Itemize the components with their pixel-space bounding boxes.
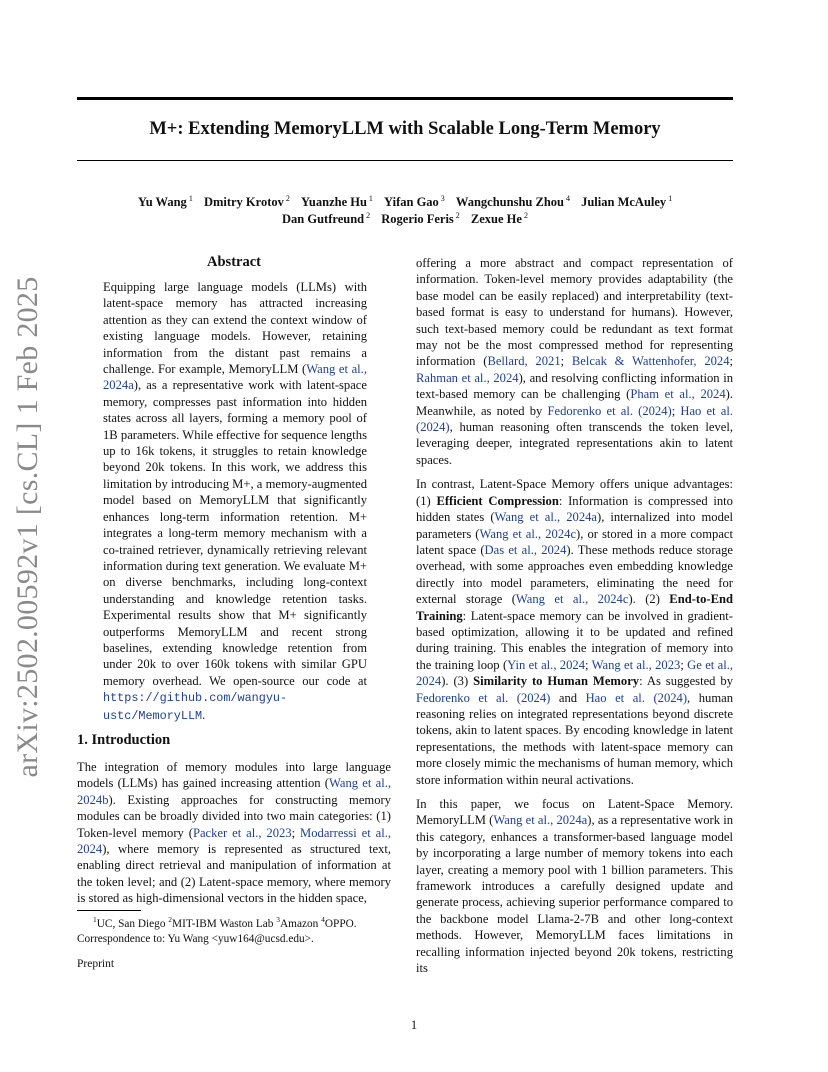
footnote: $^1$UC, San Diego $^2$MIT-IBM Waston Lab $^3$Amazon $^4$OPPO. Correspondence to: Yu Wang <yuw164@ucsd.edu>. — [77, 912, 397, 947]
abstract-heading: Abstract — [207, 254, 261, 270]
author: Yuanzhe Hu $^1$ — [301, 194, 373, 210]
paper-title: M+: Extending MemoryLLM with Scalable Long-Term Memory — [149, 119, 661, 139]
citation-link[interactable]: Fedorenko et al. (2024) — [547, 403, 672, 418]
citation-link[interactable]: Hao et al. (2024) — [585, 690, 688, 705]
author: Wangchunshu Zhou $^4$ — [455, 194, 570, 210]
author: Yifan Gao $^3$ — [384, 194, 445, 210]
right-column — [416, 255, 733, 984]
title-bottom-rule — [77, 160, 733, 161]
citation-link[interactable]: Packer et al., 2023 — [192, 825, 292, 840]
arxiv-watermark — [8, 276, 48, 778]
correspondence: Correspondence to: Yu Wang <yuw164@ucsd.edu>. — [77, 932, 314, 945]
citation-link[interactable]: Pham et al., 2024 — [630, 387, 726, 402]
citation-link[interactable]: Wang et al., 2024c — [515, 592, 629, 607]
paragraph: offering a more abstract and compact representation of information. Token-level memory provides adaptability (the base model can be easily replaced) and interpretability (text-based format is easy to understand for humans). However, such text-based memory could be redundant as text format may not be the most compressed method for representing information (Bellard, 2021; Belcak & Wattenhofer, 2024; Rahman et al., 2024), and resolving conflicting information in text-based memory can be challenging (Pham et al., 2024). Meanwhile, as noted by Fedorenko et al. (2024); Hao et al. (2024), human reasoning often transcends the token level, leveraging deeper, integrated representations akin to latent spaces. — [416, 256, 734, 467]
intro-paragraph: The integration of memory modules into large language models (LLMs) has gained increasing attention (Wang et al., 2024b). Existing approaches for constructing memory modules can be broadly divided into two main categories: (1) Token-level memory (Packer et al., 2023; Modarressi et al., 2024), where memory is represented as structured text, enabling direct retrieval and manipulation of information at the token level; and (2) Latent-space memory, where memory is stored as high-dimensional vectors in the hidden space, — [77, 760, 392, 906]
citation-link[interactable]: Ge et al., 2024 — [416, 657, 733, 689]
author: Dmitry Krotov $^2$ — [203, 194, 290, 210]
citation-link[interactable]: Modarressi et al., 2024 — [77, 825, 392, 857]
citation-link[interactable]: Das et al., 2024 — [484, 542, 567, 557]
footnote-rule — [77, 910, 141, 911]
author: Yu Wang $^1$ — [137, 194, 193, 210]
citation-link[interactable]: Yin et al., 2024 — [507, 657, 585, 672]
citation-link[interactable]: Wang et al., 2024a — [493, 813, 588, 828]
citation-link[interactable]: Hao et al. (2024) — [416, 403, 733, 435]
citation-link[interactable]: Wang et al., 2024c — [479, 526, 577, 541]
preprint-label: Preprint — [77, 958, 115, 970]
arxiv-id: arXiv:2502.00592v1 [cs.CL] 1 Feb 2025 — [11, 276, 44, 778]
citation-link[interactable]: Wang et al., 2024a — [103, 362, 367, 393]
author: Dan Gutfreund $^2$ — [282, 211, 371, 227]
citation-link[interactable]: Wang et al., 2024a — [494, 510, 597, 525]
author: Rogerio Feris $^2$ — [381, 211, 460, 227]
citation-link[interactable]: Rahman et al., 2024 — [416, 370, 519, 385]
author: Julian McAuley $^1$ — [581, 194, 673, 210]
citation-link[interactable]: Fedorenko et al. (2024) — [416, 690, 551, 705]
title-top-rule — [77, 97, 733, 100]
authors-line-2 — [77, 207, 733, 228]
author: Zexue He $^2$ — [470, 211, 528, 227]
page-number: 1 — [410, 1018, 418, 1032]
abstract-body: Equipping large language models (LLMs) with latent-space memory has attracted increasing attention as they can extend the context window of existing language models. However, retaining information from the distant past remains a challenge. For example, MemoryLLM (Wang et al., 2024a), as a representative work with latent-space memory, compresses past information into hidden states across all layers, forming a memory pool of 1B parameters. While effective for sequence lengths up to 16k tokens, it struggles to retain knowledge beyond 20k tokens. In this work, we address this limitation by introducing M+, a memory-augmented model based on MemoryLLM that significantly enhances long-term information retention. M+ integrates a long-term memory mechanism with a co-trained retriever, dynamically retrieving relevant information during text generation. We evaluate M+ on diverse benchmarks, including long-context understanding and knowledge retention tasks. Experimental results show that M+ significantly outperforms MemoryLLM and recent strong baselines, extending knowledge retention from under 20k to over 160k tokens with similar GPU memory overhead. We open-source our code at https://github.com/wangyu-ustc/MemoryLLM. — [103, 280, 367, 723]
paragraph: In this paper, we focus on Latent-Space Memory. MemoryLLM (Wang et al., 2024a), as a representative work in this category, enhances a transformer-based language model by incorporating a large number of memory tokens into each layer, creating a memory pool with 1 billion parameters. This framework introduces a carefully designed update and generate process, achieving superior performance compared to the backbone model Llama-2-7B and other long-context methods. However, MemoryLLM faces limitations in recalling information injected beyond 20k tokens, restricting its — [416, 797, 734, 976]
citation-link[interactable]: Bellard, 2021 — [487, 354, 561, 369]
citation-link[interactable]: Wang et al., 2024b — [77, 776, 391, 807]
citation-link[interactable]: Belcak & Wattenhofer, 2024 — [571, 354, 730, 369]
citation-link[interactable]: Wang et al., 2023 — [591, 657, 681, 672]
code-url-link[interactable]: https://github.com/wangyu-ustc/MemoryLLM — [103, 691, 288, 723]
section-heading-introduction: 1. Introduction — [77, 732, 171, 748]
paragraph: In contrast, Latent-Space Memory offers unique advantages: (1) Efficient Compression: Information is compressed into hidden states (Wang et al., 2024a), internalized into model parameters (Wang et al., 2024c), or stored in a more compact latent space (Das et al., 2024). These methods reduce storage overhead, with some approaches even embedding knowledge directly into model parameters, eliminating the need for external storage (Wang et al., 2024c). (2) End-to-End Training: Latent-space memory can be involved in gradient-based optimization, allowing it to be updated and refined during training. This enables the integration of memory into the training loop (Yin et al., 2024; Wang et al., 2023; Ge et al., 2024). (3) Similarity to Human Memory: As suggested by Fedorenko et al. (2024) and Hao et al. (2024), human reasoning relies on integrated representations beyond discrete tokens, akin to latent spaces. By encoding knowledge in latent representations, the methods with latent-space memory can more closely mimic the mechanisms of human memory, which store information within neural activations. — [416, 477, 734, 787]
